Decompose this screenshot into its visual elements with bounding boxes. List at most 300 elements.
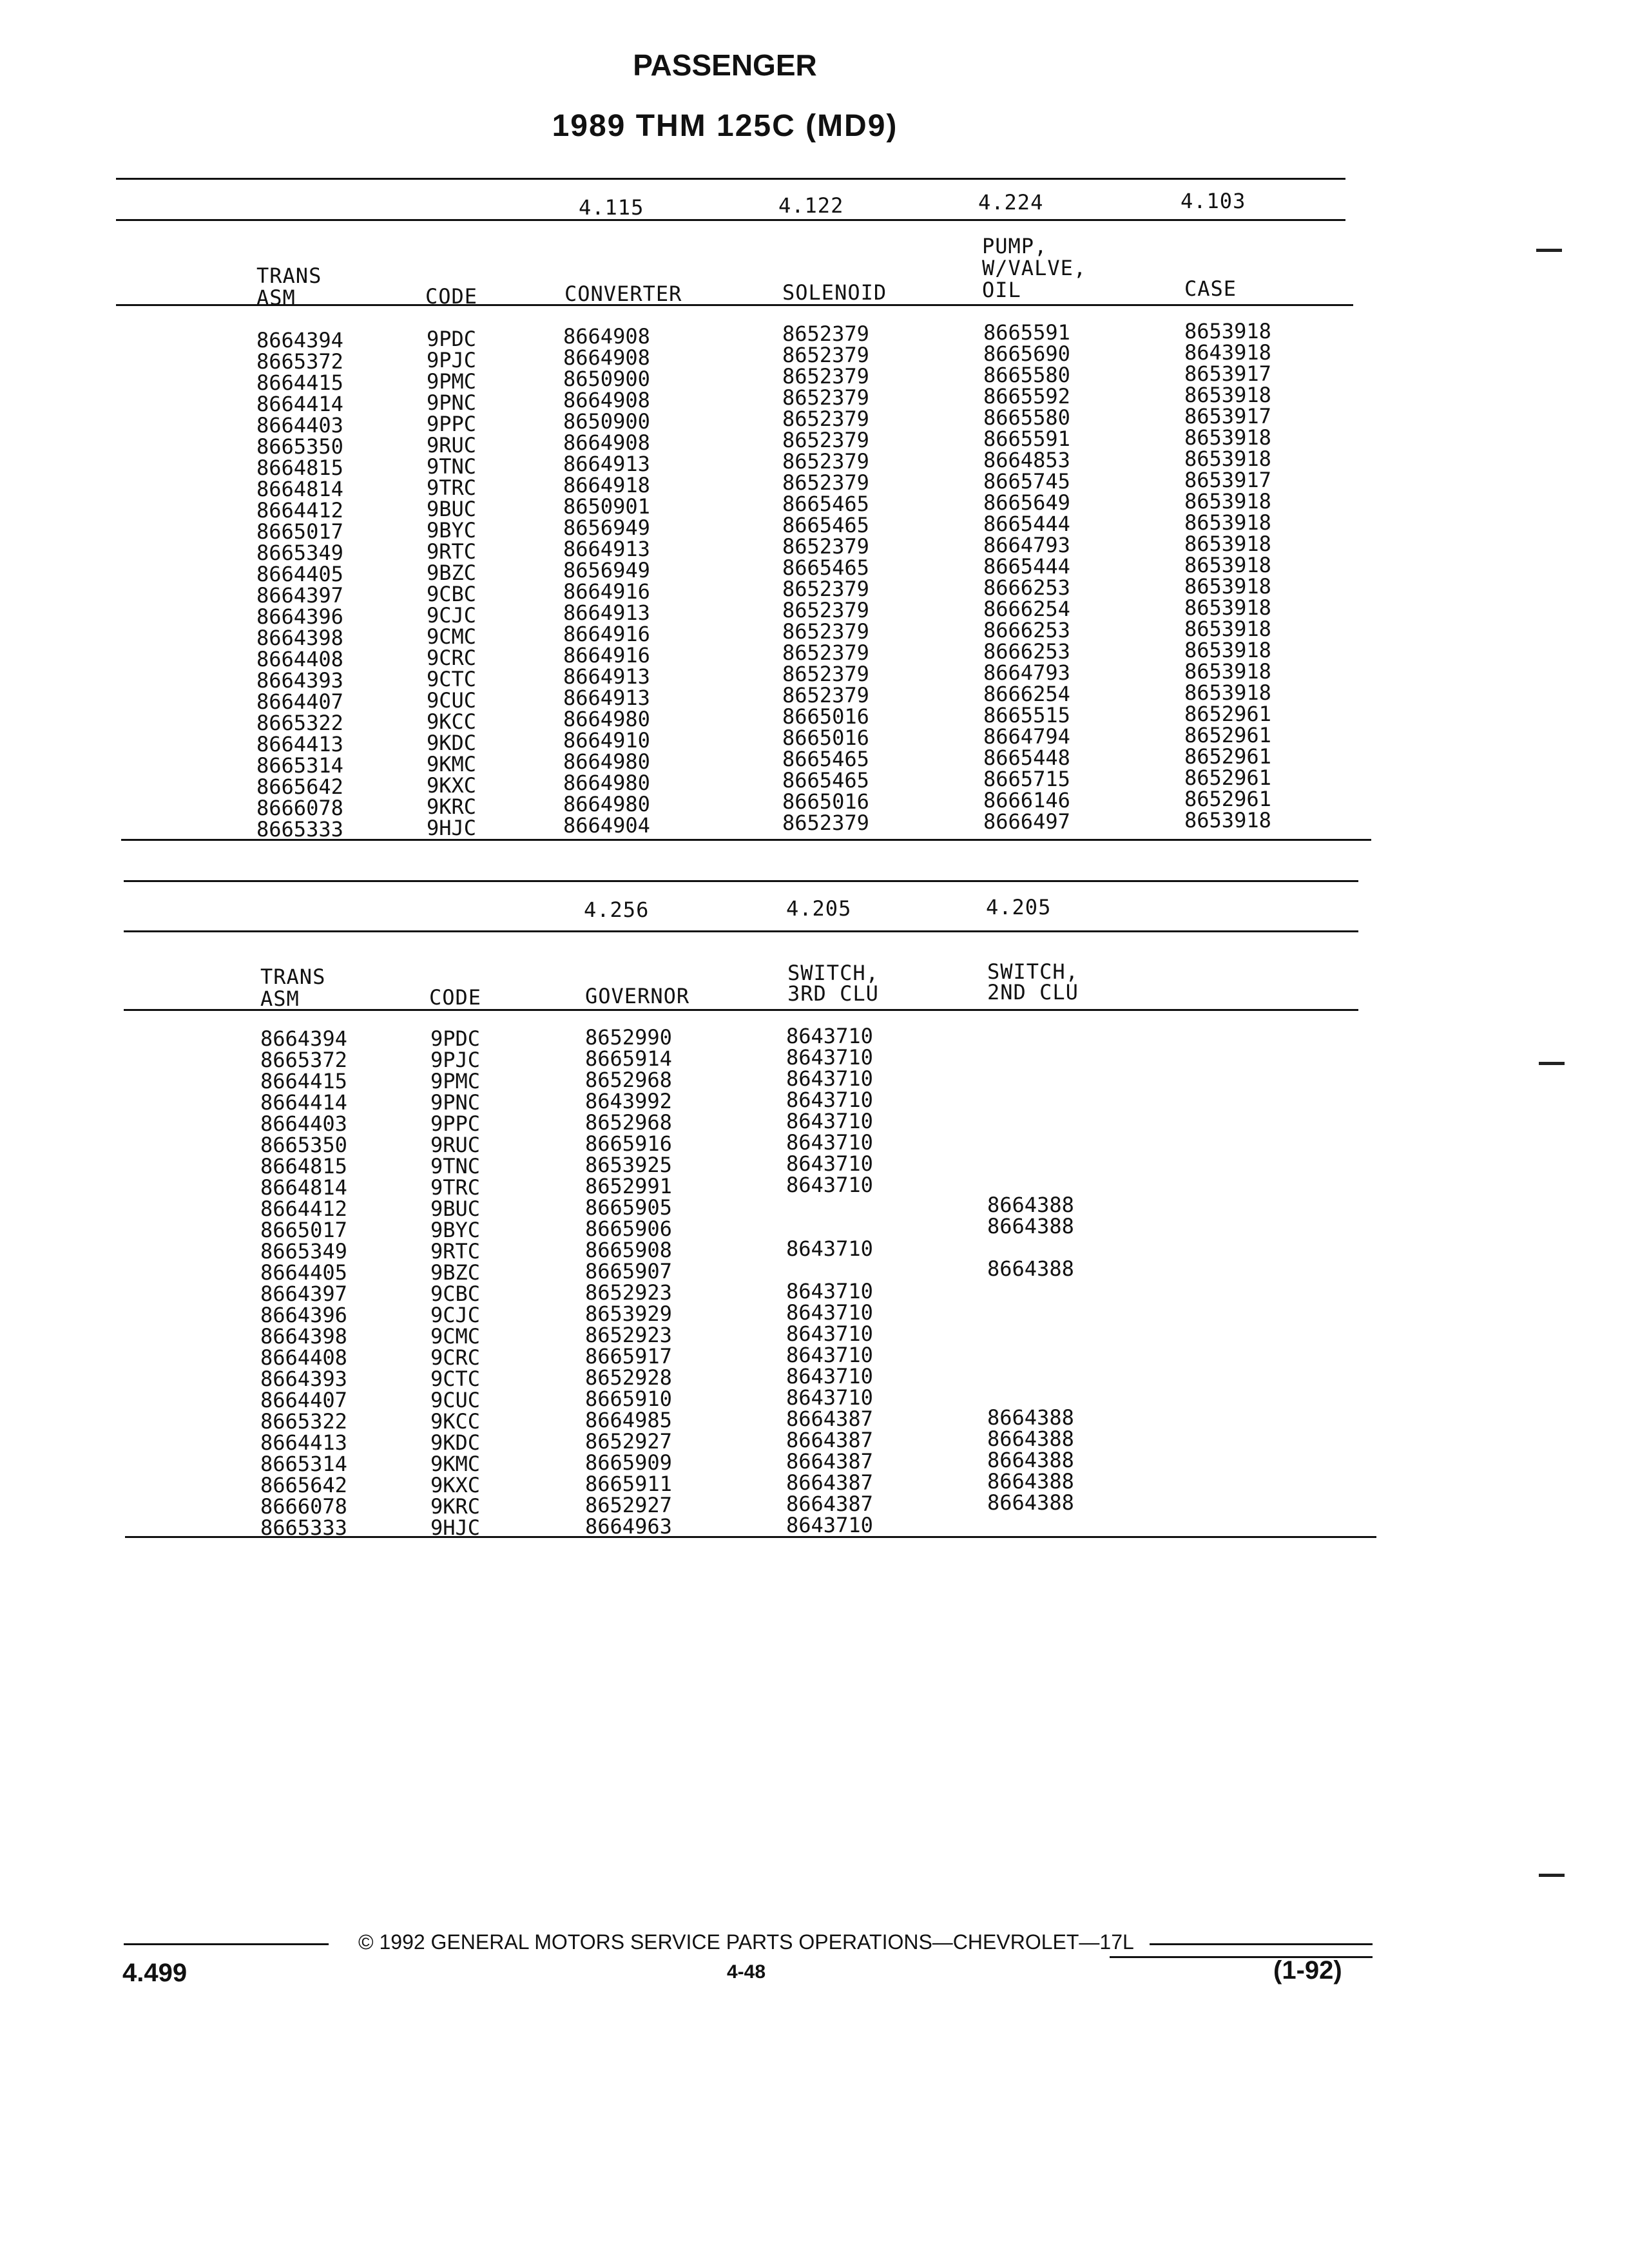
- table2-cell-switch-3rd: 8664387: [786, 1428, 873, 1452]
- table2-cell-switch-3rd: [786, 1196, 873, 1217]
- table2-cell-code: 9TNC: [430, 1154, 481, 1178]
- table1-cell-trans-asm: 8664815: [256, 456, 343, 480]
- footer-copyright: © 1992 GENERAL MOTORS SERVICE PARTS OPERATIONS—CHEVROLET—17L: [358, 1930, 1134, 1954]
- table1-cell-code: 9BZC: [427, 561, 477, 585]
- table2-cell-code: 9KRC: [430, 1494, 481, 1519]
- table1-cell-case: 8653918: [1184, 489, 1271, 514]
- table1-cell-trans-asm: 8664413: [256, 732, 343, 756]
- table2-cell-governor: 8652923: [585, 1323, 672, 1347]
- table1-cell-pump: 8664794: [983, 724, 1070, 749]
- table2-ref-rule: [124, 930, 1358, 932]
- table1-header-code: CODE: [425, 284, 478, 309]
- table2-cell-governor: 8652928: [585, 1365, 672, 1390]
- table1-cell-converter: 8664918: [563, 473, 650, 497]
- table2-cell-governor: 8653925: [585, 1153, 672, 1177]
- table1-cell-code: 9PMC: [427, 369, 477, 394]
- table1-cell-pump: 8665745: [983, 469, 1070, 494]
- table1-cell-code: 9CUC: [427, 688, 477, 713]
- table2-cell-code: 9RUC: [430, 1133, 481, 1157]
- table2-header-code: CODE: [429, 985, 482, 1010]
- table1-top-rule: [116, 178, 1345, 180]
- table2-cell-trans-asm: 8665372: [260, 1048, 347, 1072]
- table2-cell-switch-3rd: 8643710: [786, 1088, 873, 1112]
- table1-cell-pump: 8666253: [983, 639, 1070, 664]
- table1-cell-trans-asm: 8665314: [256, 753, 343, 778]
- table1-cell-case: 8652961: [1184, 723, 1271, 747]
- table1-cell-case: 8653918: [1184, 680, 1271, 705]
- table1-cell-code: 9PJC: [427, 348, 477, 372]
- table1-cell-pump: 8666253: [983, 618, 1070, 642]
- table2-cell-switch-2nd: [987, 1024, 1074, 1046]
- table2-cell-code: 9PNC: [430, 1090, 481, 1115]
- margin-mark-1: [1536, 249, 1562, 252]
- footer-revision: (1-92): [1273, 1956, 1342, 1984]
- table1-cell-solenoid: 8665465: [782, 747, 869, 771]
- table1-cell-solenoid: 8652379: [782, 619, 869, 644]
- table2-cell-trans-asm: 8664396: [260, 1303, 347, 1327]
- table1-header-asm: ASM: [256, 285, 296, 310]
- table1-cell-trans-asm: 8665642: [256, 774, 343, 799]
- table2-cell-switch-2nd: [987, 1173, 1074, 1195]
- table2-cell-switch-3rd: 8643710: [786, 1385, 873, 1410]
- table2-cell-governor: 8665910: [585, 1387, 672, 1411]
- table2-bottom-rule: [125, 1536, 1376, 1538]
- table2-cell-governor: 8652923: [585, 1280, 672, 1305]
- table1-header-pump-1: PUMP,: [982, 234, 1048, 258]
- table1-cell-code: 9PNC: [427, 390, 477, 415]
- table2-cell-governor: 8665914: [585, 1046, 672, 1071]
- table1-cell-trans-asm: 8664398: [256, 626, 343, 650]
- table1-cell-case: 8653918: [1184, 808, 1271, 832]
- table1-cell-solenoid: 8665016: [782, 789, 869, 814]
- table1-cell-pump: 8665592: [983, 384, 1070, 408]
- table1-cell-case: 8653917: [1184, 361, 1271, 386]
- table2-cell-trans-asm: 8665333: [260, 1515, 347, 1540]
- table1-cell-pump: 8665690: [983, 341, 1070, 366]
- table2-header-trans: TRANS: [260, 965, 326, 989]
- table1-cell-code: 9CBC: [427, 582, 477, 606]
- table1-cell-solenoid: 8665465: [782, 768, 869, 793]
- table2-col-code: [430, 1028, 480, 1539]
- table1-cell-converter: 8664913: [563, 452, 650, 476]
- table1-header-case: CASE: [1184, 276, 1237, 301]
- table2-cell-switch-3rd: 8643710: [786, 1109, 873, 1133]
- table1-ref-solenoid: 4.122: [778, 193, 844, 218]
- table1-cell-pump: 8664793: [983, 660, 1070, 685]
- table1-cell-trans-asm: 8665349: [256, 541, 343, 565]
- table2-cell-switch-3rd: 8643710: [786, 1173, 873, 1197]
- table1-cell-code: 9HJC: [427, 816, 477, 840]
- table1-cell-converter: 8650900: [563, 409, 650, 434]
- table1-cell-case: 8653918: [1184, 595, 1271, 620]
- table2-ref-governor: 4.256: [584, 898, 650, 922]
- table1-cell-converter: 8664980: [563, 707, 650, 731]
- table1-cell-pump: 8665515: [983, 703, 1070, 727]
- table1-header-pump-2: W/VALVE,: [982, 256, 1087, 280]
- table2-cell-trans-asm: 8665350: [260, 1133, 347, 1157]
- table1-cell-case: 8653918: [1184, 532, 1271, 556]
- table2-header-switch-2nd-2: 2ND CLU: [987, 980, 1079, 1004]
- table1-cell-solenoid: 8652379: [782, 449, 869, 474]
- page-subtitle: 1989 THM 125C (MD9): [552, 109, 898, 143]
- table1-cell-solenoid: 8652379: [782, 428, 869, 452]
- table2-cell-switch-3rd: 8643710: [786, 1130, 873, 1155]
- table1-cell-converter: 8664908: [563, 324, 650, 349]
- table1-cell-solenoid: 8652379: [782, 577, 869, 601]
- table2-cell-code: 9BUC: [430, 1196, 481, 1221]
- table1-cell-trans-asm: 8665017: [256, 519, 343, 544]
- table1-cell-trans-asm: 8665350: [256, 434, 343, 459]
- table1-cell-code: 9CRC: [427, 646, 477, 670]
- table1-cell-converter: 8664908: [563, 345, 650, 370]
- table1-cell-converter: 8664916: [563, 643, 650, 668]
- margin-mark-3: [1539, 1874, 1565, 1877]
- table2-header-switch-3rd-1: SWITCH,: [787, 961, 879, 985]
- table2-cell-trans-asm: 8664403: [260, 1111, 347, 1136]
- table1-cell-case: 8653918: [1184, 510, 1271, 535]
- table1-cell-solenoid: 8665016: [782, 726, 869, 750]
- table1-cell-case: 8653917: [1184, 468, 1271, 492]
- table2-cell-governor: 8652968: [585, 1068, 672, 1092]
- table1-cell-pump: 8665591: [983, 320, 1070, 345]
- table2-cell-trans-asm: 8664415: [260, 1069, 347, 1093]
- table2-cell-switch-3rd: 8643710: [786, 1343, 873, 1367]
- table2-col-governor: [585, 1027, 672, 1537]
- table1-cell-trans-asm: 8665333: [256, 817, 343, 841]
- table1-cell-pump: 8665649: [983, 490, 1070, 515]
- table2-cell-trans-asm: 8664394: [260, 1026, 347, 1051]
- table1-cell-pump: 8665580: [983, 363, 1070, 387]
- table2-cell-code: 9CRC: [430, 1345, 481, 1370]
- table1-cell-converter: 8664913: [563, 686, 650, 710]
- footer-rule-right: [1150, 1943, 1373, 1945]
- table2-cell-switch-2nd: [987, 1280, 1074, 1301]
- table1-cell-case: 8653917: [1184, 404, 1271, 428]
- table1-cell-trans-asm: 8664407: [256, 689, 343, 714]
- table2-cell-switch-2nd: [987, 1152, 1074, 1173]
- table2-cell-switch-2nd: [987, 1514, 1074, 1535]
- table1-header-solenoid: SOLENOID: [782, 280, 887, 305]
- table2-cell-switch-2nd: [987, 1131, 1074, 1152]
- table1-cell-converter: 8656949: [563, 558, 650, 582]
- table2-cell-switch-3rd: 8643710: [786, 1066, 873, 1091]
- table2-cell-switch-2nd: [987, 1301, 1074, 1322]
- table1-cell-converter: 8664908: [563, 388, 650, 412]
- table1-cell-pump: 8665591: [983, 427, 1070, 451]
- table1-header-trans: TRANS: [256, 264, 322, 288]
- table2-cell-switch-3rd: [786, 1217, 873, 1238]
- table2-cell-code: 9HJC: [430, 1515, 481, 1540]
- table1-cell-pump: 8665715: [983, 767, 1070, 791]
- footer-page-ref: 4.499: [122, 1959, 188, 1987]
- table1-cell-code: 9CTC: [427, 667, 477, 691]
- table1-cell-converter: 8664916: [563, 622, 650, 646]
- table2-cell-trans-asm: 8664405: [260, 1260, 347, 1285]
- table2-cell-code: 9CBC: [430, 1282, 481, 1306]
- table1-cell-converter: 8656949: [563, 515, 650, 540]
- table1-cell-code: 9KRC: [427, 794, 477, 819]
- table2-cell-governor: 8652927: [585, 1429, 672, 1454]
- table1-cell-solenoid: 8652379: [782, 534, 869, 559]
- table1-cell-pump: 8664793: [983, 533, 1070, 557]
- table1-cell-case: 8653918: [1184, 574, 1271, 599]
- table1-cell-solenoid: 8652379: [782, 322, 869, 346]
- table2-cell-switch-2nd: [987, 1067, 1074, 1088]
- table2-ref-switch-2nd: 4.205: [986, 895, 1052, 919]
- table2-col-switch-2nd: [987, 1024, 1074, 1535]
- table1-col-case: [1184, 321, 1271, 831]
- table1-cell-code: 9BUC: [427, 497, 477, 521]
- table1-cell-pump: 8665444: [983, 512, 1070, 536]
- table2-cell-switch-3rd: 8643710: [786, 1513, 873, 1537]
- table2-cell-governor: 8653929: [585, 1302, 672, 1326]
- table1-cell-solenoid: 8652379: [782, 811, 869, 835]
- table2-cell-governor: 8665917: [585, 1344, 672, 1369]
- table1-cell-trans-asm: 8664408: [256, 647, 343, 671]
- table1-ref-converter: 4.115: [579, 195, 644, 220]
- table2-cell-switch-2nd: 8664388: [987, 1405, 1074, 1430]
- table2-cell-trans-asm: 8664414: [260, 1090, 347, 1115]
- table1-header-converter: CONVERTER: [564, 282, 682, 306]
- table2-cell-trans-asm: 8665314: [260, 1452, 347, 1476]
- table1-cell-trans-asm: 8664393: [256, 668, 343, 693]
- table1-cell-solenoid: 8665465: [782, 513, 869, 537]
- footer-page-number: 4-48: [727, 1961, 766, 1983]
- table1-cell-code: 9TNC: [427, 454, 477, 479]
- table1-cell-solenoid: 8652379: [782, 343, 869, 367]
- table2-cell-switch-2nd: [987, 1322, 1074, 1343]
- table2-cell-governor: 8665911: [585, 1472, 672, 1496]
- table1-cell-pump: 8666146: [983, 788, 1070, 812]
- table1-cell-pump: 8666254: [983, 597, 1070, 621]
- table2-cell-switch-2nd: [987, 1110, 1074, 1131]
- table2-top-rule: [124, 880, 1358, 882]
- table1-cell-code: 9CMC: [427, 624, 477, 649]
- table2-cell-code: 9PMC: [430, 1069, 481, 1093]
- table2-cell-switch-2nd: [987, 1088, 1074, 1110]
- table1-cell-solenoid: 8665016: [782, 704, 869, 729]
- table1-cell-converter: 8664980: [563, 792, 650, 816]
- table1-cell-pump: 8666254: [983, 682, 1070, 706]
- table2-header-governor: GOVERNOR: [585, 984, 690, 1008]
- table2-header-switch-2nd-1: SWITCH,: [987, 959, 1079, 984]
- table1-cell-code: 9BYC: [427, 518, 477, 543]
- margin-mark-2: [1539, 1062, 1565, 1065]
- table2-header-rule: [124, 1009, 1358, 1011]
- table2-cell-governor: 8652990: [585, 1025, 672, 1050]
- table2-cell-trans-asm: 8664393: [260, 1367, 347, 1391]
- table2-cell-switch-2nd: 8664388: [987, 1448, 1074, 1472]
- table1-cell-code: 9PDC: [427, 327, 477, 351]
- table1-cell-converter: 8664913: [563, 664, 650, 689]
- table2-cell-switch-2nd: 8664388: [987, 1193, 1074, 1217]
- table2-cell-code: 9TRC: [430, 1175, 481, 1200]
- table2-cell-switch-3rd: 8664387: [786, 1407, 873, 1431]
- table1-cell-case: 8643918: [1184, 340, 1271, 365]
- table1-cell-case: 8653918: [1184, 659, 1271, 684]
- table1-cell-trans-asm: 8664814: [256, 477, 343, 501]
- table1-cell-trans-asm: 8664414: [256, 392, 343, 416]
- table2-cell-switch-2nd: [987, 1365, 1074, 1386]
- table1-cell-case: 8652961: [1184, 744, 1271, 769]
- table1-cell-code: 9KXC: [427, 773, 477, 798]
- table1-cell-solenoid: 8652379: [782, 470, 869, 495]
- table1-cell-code: 9KCC: [427, 709, 477, 734]
- table1-cell-case: 8653918: [1184, 425, 1271, 450]
- table2-cell-governor: 8652991: [585, 1174, 672, 1198]
- table1-cell-case: 8653918: [1184, 447, 1271, 471]
- table1-cell-code: 9CJC: [427, 603, 477, 628]
- table2-cell-trans-asm: 8665322: [260, 1409, 347, 1434]
- table2-cell-trans-asm: 8664407: [260, 1388, 347, 1412]
- table1-cell-solenoid: 8652379: [782, 407, 869, 431]
- table2-cell-code: 9CUC: [430, 1388, 481, 1412]
- table1-cell-code: 9RTC: [427, 539, 477, 564]
- table1-cell-case: 8653918: [1184, 553, 1271, 577]
- table1-cell-solenoid: 8665465: [782, 492, 869, 516]
- table2-cell-code: 9CJC: [430, 1303, 481, 1327]
- table1-cell-code: 9KDC: [427, 731, 477, 755]
- table2-cell-trans-asm: 8664413: [260, 1430, 347, 1455]
- table1-cell-solenoid: 8652379: [782, 683, 869, 707]
- table2-cell-switch-3rd: 8643710: [786, 1321, 873, 1346]
- table2-ref-switch-3rd: 4.205: [786, 896, 852, 921]
- table2-cell-governor: 8664985: [585, 1408, 672, 1432]
- table2-cell-switch-2nd: [987, 1237, 1074, 1258]
- table2-cell-code: 9PDC: [430, 1026, 481, 1051]
- table1-cell-converter: 8664980: [563, 771, 650, 795]
- table1-cell-trans-asm: 8664397: [256, 583, 343, 608]
- table1-header-pump-3: OIL: [982, 278, 1021, 302]
- table1-cell-converter: 8664908: [563, 430, 650, 455]
- table2-cell-governor: 8665905: [585, 1195, 672, 1220]
- table1-bottom-rule: [121, 839, 1371, 841]
- table2-cell-switch-2nd: 8664388: [987, 1427, 1074, 1451]
- table2-cell-code: 9RTC: [430, 1239, 481, 1264]
- table1-cell-pump: 8664853: [983, 448, 1070, 472]
- table1-ref-case: 4.103: [1181, 189, 1246, 213]
- table2-cell-switch-3rd: 8643710: [786, 1279, 873, 1303]
- table1-cell-case: 8652961: [1184, 765, 1271, 790]
- table1-cell-code: 9TRC: [427, 476, 477, 500]
- table2-cell-switch-3rd: 8643710: [786, 1364, 873, 1389]
- table1-col-code: [427, 329, 476, 839]
- table1-cell-converter: 8664913: [563, 537, 650, 561]
- table1-cell-trans-asm: 8664415: [256, 370, 343, 395]
- page-title: PASSENGER: [633, 48, 817, 82]
- table1-cell-converter: 8664980: [563, 749, 650, 774]
- table1-cell-case: 8652961: [1184, 702, 1271, 726]
- table2-cell-trans-asm: 8664408: [260, 1345, 347, 1370]
- table2-cell-code: 9KDC: [430, 1430, 481, 1455]
- table2-cell-governor: 8665907: [585, 1259, 672, 1283]
- table2-cell-governor: 8664963: [585, 1514, 672, 1539]
- table2-cell-switch-3rd: 8643710: [786, 1300, 873, 1325]
- table1-cell-trans-asm: 8666078: [256, 796, 343, 820]
- table2-cell-code: 9CTC: [430, 1367, 481, 1391]
- table2-cell-switch-2nd: 8664388: [987, 1469, 1074, 1494]
- table1-cell-converter: 8650901: [563, 494, 650, 519]
- table2-cell-governor: 8665909: [585, 1450, 672, 1475]
- table2-cell-switch-3rd: 8664387: [786, 1492, 873, 1516]
- table2-cell-switch-3rd: 8643710: [786, 1024, 873, 1048]
- table2-cell-governor: 8652927: [585, 1493, 672, 1517]
- table1-cell-trans-asm: 8664405: [256, 562, 343, 586]
- table2-cell-trans-asm: 8666078: [260, 1494, 347, 1519]
- table1-cell-case: 8653918: [1184, 319, 1271, 343]
- table2-cell-switch-2nd: [987, 1046, 1074, 1067]
- table2-cell-switch-2nd: 8664388: [987, 1256, 1074, 1281]
- table1-cell-converter: 8650900: [563, 367, 650, 391]
- table1-cell-solenoid: 8652379: [782, 640, 869, 665]
- table2-cell-trans-asm: 8665349: [260, 1239, 347, 1264]
- table2-cell-switch-2nd: [987, 1343, 1074, 1365]
- table1-cell-trans-asm: 8664412: [256, 498, 343, 523]
- table1-col-pump: [983, 322, 1070, 832]
- table1-cell-solenoid: 8652379: [782, 662, 869, 686]
- table2-cell-code: 9KCC: [430, 1409, 481, 1434]
- table1-cell-solenoid: 8652379: [782, 598, 869, 622]
- table1-cell-trans-asm: 8665372: [256, 349, 343, 374]
- table2-cell-switch-2nd: 8664388: [987, 1490, 1074, 1515]
- table1-cell-converter: 8664910: [563, 728, 650, 753]
- table1-cell-solenoid: 8665465: [782, 555, 869, 580]
- table1-cell-converter: 8664904: [563, 813, 650, 838]
- table2-cell-switch-2nd: 8664388: [987, 1214, 1074, 1238]
- table2-cell-code: 9PPC: [430, 1111, 481, 1136]
- table2-cell-switch-3rd: 8664387: [786, 1470, 873, 1495]
- table1-header-rule: [116, 304, 1353, 306]
- table1-cell-code: 9KMC: [427, 752, 477, 776]
- footer-rule-left: [124, 1943, 329, 1945]
- table2-col-switch-3rd: [786, 1026, 873, 1536]
- table1-cell-trans-asm: 8665322: [256, 711, 343, 735]
- table2-cell-trans-asm: 8664397: [260, 1282, 347, 1306]
- table1-ref-rule: [116, 219, 1345, 221]
- table2-cell-switch-3rd: 8643710: [786, 1151, 873, 1176]
- table1-cell-solenoid: 8652379: [782, 364, 869, 389]
- table2-cell-code: 9CMC: [430, 1324, 481, 1349]
- table2-cell-switch-3rd: [786, 1260, 873, 1281]
- table1-cell-pump: 8665444: [983, 554, 1070, 579]
- table2-cell-code: 9BZC: [430, 1260, 481, 1285]
- table2-cell-switch-2nd: [987, 1386, 1074, 1407]
- table1-cell-pump: 8665580: [983, 405, 1070, 430]
- table1-cell-code: 9PPC: [427, 412, 477, 436]
- table2-cell-trans-asm: 8664412: [260, 1196, 347, 1221]
- table1-col-solenoid: [782, 323, 869, 834]
- table2-cell-governor: 8665906: [585, 1216, 672, 1241]
- table1-cell-pump: 8666253: [983, 575, 1070, 600]
- table1-cell-trans-asm: 8664396: [256, 604, 343, 629]
- table1-cell-converter: 8664916: [563, 579, 650, 604]
- table2-cell-governor: 8665908: [585, 1238, 672, 1262]
- table2-cell-governor: 8665916: [585, 1131, 672, 1156]
- table1-cell-pump: 8665448: [983, 745, 1070, 770]
- table2-cell-code: 9KMC: [430, 1452, 481, 1476]
- table2-cell-switch-3rd: 8664387: [786, 1449, 873, 1474]
- table1-col-trans-asm: [256, 330, 343, 840]
- table2-cell-switch-3rd: 8643710: [786, 1236, 873, 1261]
- table2-cell-governor: 8652968: [585, 1110, 672, 1135]
- table2-cell-governor: 8643992: [585, 1089, 672, 1113]
- table2-col-trans-asm: [260, 1028, 347, 1539]
- table1-cell-solenoid: 8652379: [782, 385, 869, 410]
- table2-cell-code: 9KXC: [430, 1473, 481, 1497]
- table1-cell-trans-asm: 8664403: [256, 413, 343, 437]
- table1-cell-case: 8652961: [1184, 787, 1271, 811]
- table1-ref-pump: 4.224: [978, 190, 1044, 215]
